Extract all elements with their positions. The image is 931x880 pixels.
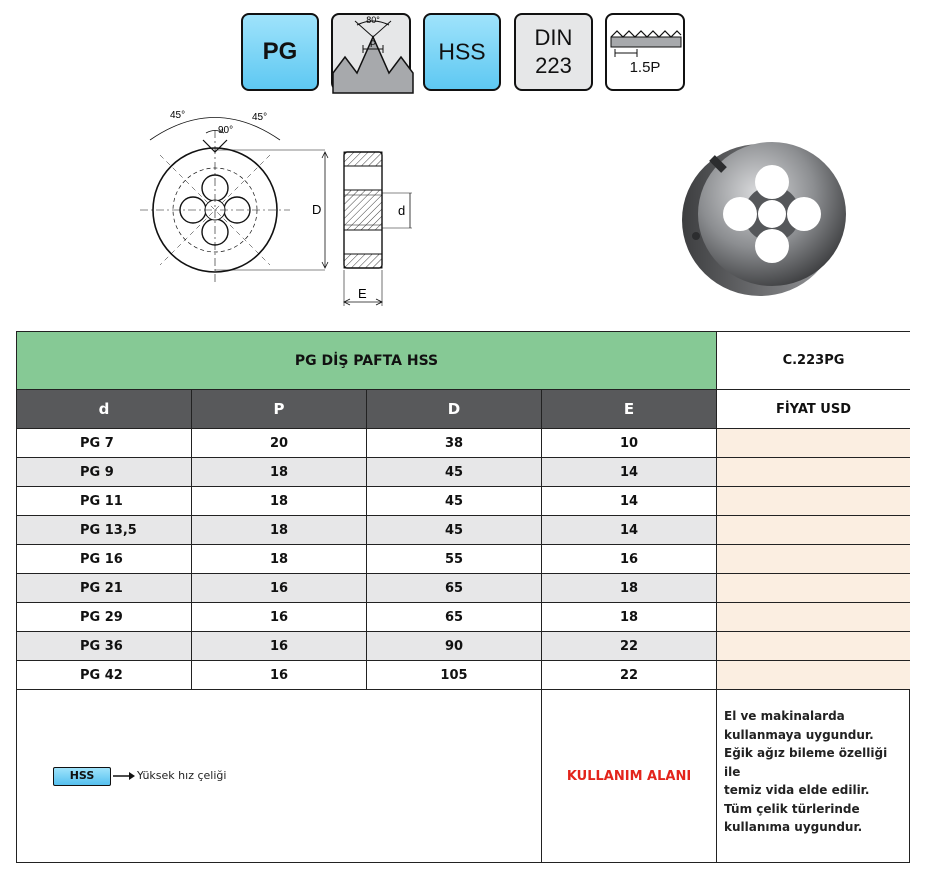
table-title: PG DİŞ PAFTA HSS <box>17 332 717 390</box>
header-e: E <box>542 390 717 429</box>
angle-left-label: 45° <box>170 110 186 121</box>
table-row <box>17 574 910 603</box>
cell-D: 45 <box>367 458 542 486</box>
angle-top-label: 90° <box>218 125 234 136</box>
cell-price <box>717 429 910 457</box>
product-code: C.223PG <box>717 332 910 390</box>
usage-line: kullanmaya uygundur. <box>724 727 874 742</box>
arrow-right-icon <box>111 768 137 784</box>
table-row <box>17 516 910 545</box>
cell-e: 16 <box>542 545 717 573</box>
cell-D: 38 <box>367 429 542 457</box>
cell-price <box>717 458 910 486</box>
usage-line: Tüm çelik türlerinde <box>724 801 860 816</box>
cell-D: 90 <box>367 632 542 660</box>
cell-D: 105 <box>367 661 542 689</box>
cell-D: 45 <box>367 516 542 544</box>
cell-p: 16 <box>192 603 367 631</box>
pg-badge-label: PG <box>262 38 298 65</box>
cell-p: 16 <box>192 661 367 689</box>
cell-d: PG 21 <box>17 574 192 602</box>
table-row <box>17 487 910 516</box>
cell-d: PG 36 <box>17 632 192 660</box>
cell-d: PG 16 <box>17 545 192 573</box>
din-badge-label <box>516 24 591 80</box>
pitch-thread-icon <box>607 15 687 59</box>
thread-angle-label: 80° <box>366 15 380 25</box>
cell-d: PG 29 <box>17 603 192 631</box>
cell-D: 65 <box>367 603 542 631</box>
cell-price <box>717 661 910 689</box>
cell-p: 18 <box>192 458 367 486</box>
cell-p: 20 <box>192 429 367 457</box>
pg-badge <box>241 13 319 91</box>
dim-E-label: E <box>358 286 367 301</box>
cell-e: 18 <box>542 574 717 602</box>
header-d: d <box>17 390 192 429</box>
header-D: D <box>367 390 542 429</box>
cell-price <box>717 632 910 660</box>
header-p: P <box>192 390 367 429</box>
cell-price <box>717 603 910 631</box>
cell-price <box>717 487 910 515</box>
usage-line: El ve makinalarda <box>724 709 845 723</box>
cell-p: 16 <box>192 574 367 602</box>
cell-e: 14 <box>542 458 717 486</box>
dim-d-label: d <box>398 203 406 218</box>
cell-price <box>717 574 910 602</box>
legend-area <box>17 690 542 863</box>
cell-e: 22 <box>542 632 717 660</box>
thread-pitch-label: P <box>369 39 377 49</box>
hss-badge <box>423 13 501 91</box>
cell-e: 14 <box>542 487 717 515</box>
angle-right-label: 45° <box>252 112 268 123</box>
cell-e: 10 <box>542 429 717 457</box>
pitch-label: 1.5P <box>629 59 661 76</box>
cell-d: PG 42 <box>17 661 192 689</box>
product-table <box>16 331 910 863</box>
cell-p: 16 <box>192 632 367 660</box>
cell-e: 22 <box>542 661 717 689</box>
usage-label: KULLANIM ALANI <box>542 690 717 863</box>
technical-drawing <box>130 100 406 312</box>
din-badge <box>514 13 593 91</box>
table-row <box>17 603 910 632</box>
dim-D-label: D <box>312 202 322 217</box>
table-row <box>17 458 910 487</box>
cell-e: 18 <box>542 603 717 631</box>
cell-D: 65 <box>367 574 542 602</box>
pitch-badge <box>605 13 685 91</box>
thread-profile-icon <box>333 15 413 93</box>
hss-legend-text: Yüksek hız çeliği <box>137 769 227 782</box>
die-photo <box>676 128 856 300</box>
usage-line: Eğik ağız bileme özelliği ile <box>724 746 888 779</box>
cell-p: 18 <box>192 487 367 515</box>
hss-badge-label: HSS <box>438 38 486 65</box>
cell-d: PG 11 <box>17 487 192 515</box>
din-line2: 223 <box>535 53 572 78</box>
thread-profile-badge <box>331 13 411 91</box>
cell-d: PG 9 <box>17 458 192 486</box>
table-row <box>17 632 910 661</box>
cell-d: PG 13,5 <box>17 516 192 544</box>
header-price: FİYAT USD <box>717 390 910 429</box>
usage-description <box>717 690 910 863</box>
table-row <box>17 661 910 690</box>
cell-price <box>717 545 910 573</box>
cell-price <box>717 516 910 544</box>
cell-d: PG 7 <box>17 429 192 457</box>
usage-line: kullanıma uygundur. <box>724 820 863 834</box>
table-row <box>17 545 910 574</box>
cell-p: 18 <box>192 516 367 544</box>
din-line1: DIN <box>534 25 573 50</box>
cell-D: 45 <box>367 487 542 515</box>
cell-p: 18 <box>192 545 367 573</box>
cell-D: 55 <box>367 545 542 573</box>
usage-line: temiz vida elde edilir. <box>724 783 870 797</box>
cell-e: 14 <box>542 516 717 544</box>
hss-legend-chip: HSS <box>53 767 111 786</box>
table-row <box>17 429 910 458</box>
